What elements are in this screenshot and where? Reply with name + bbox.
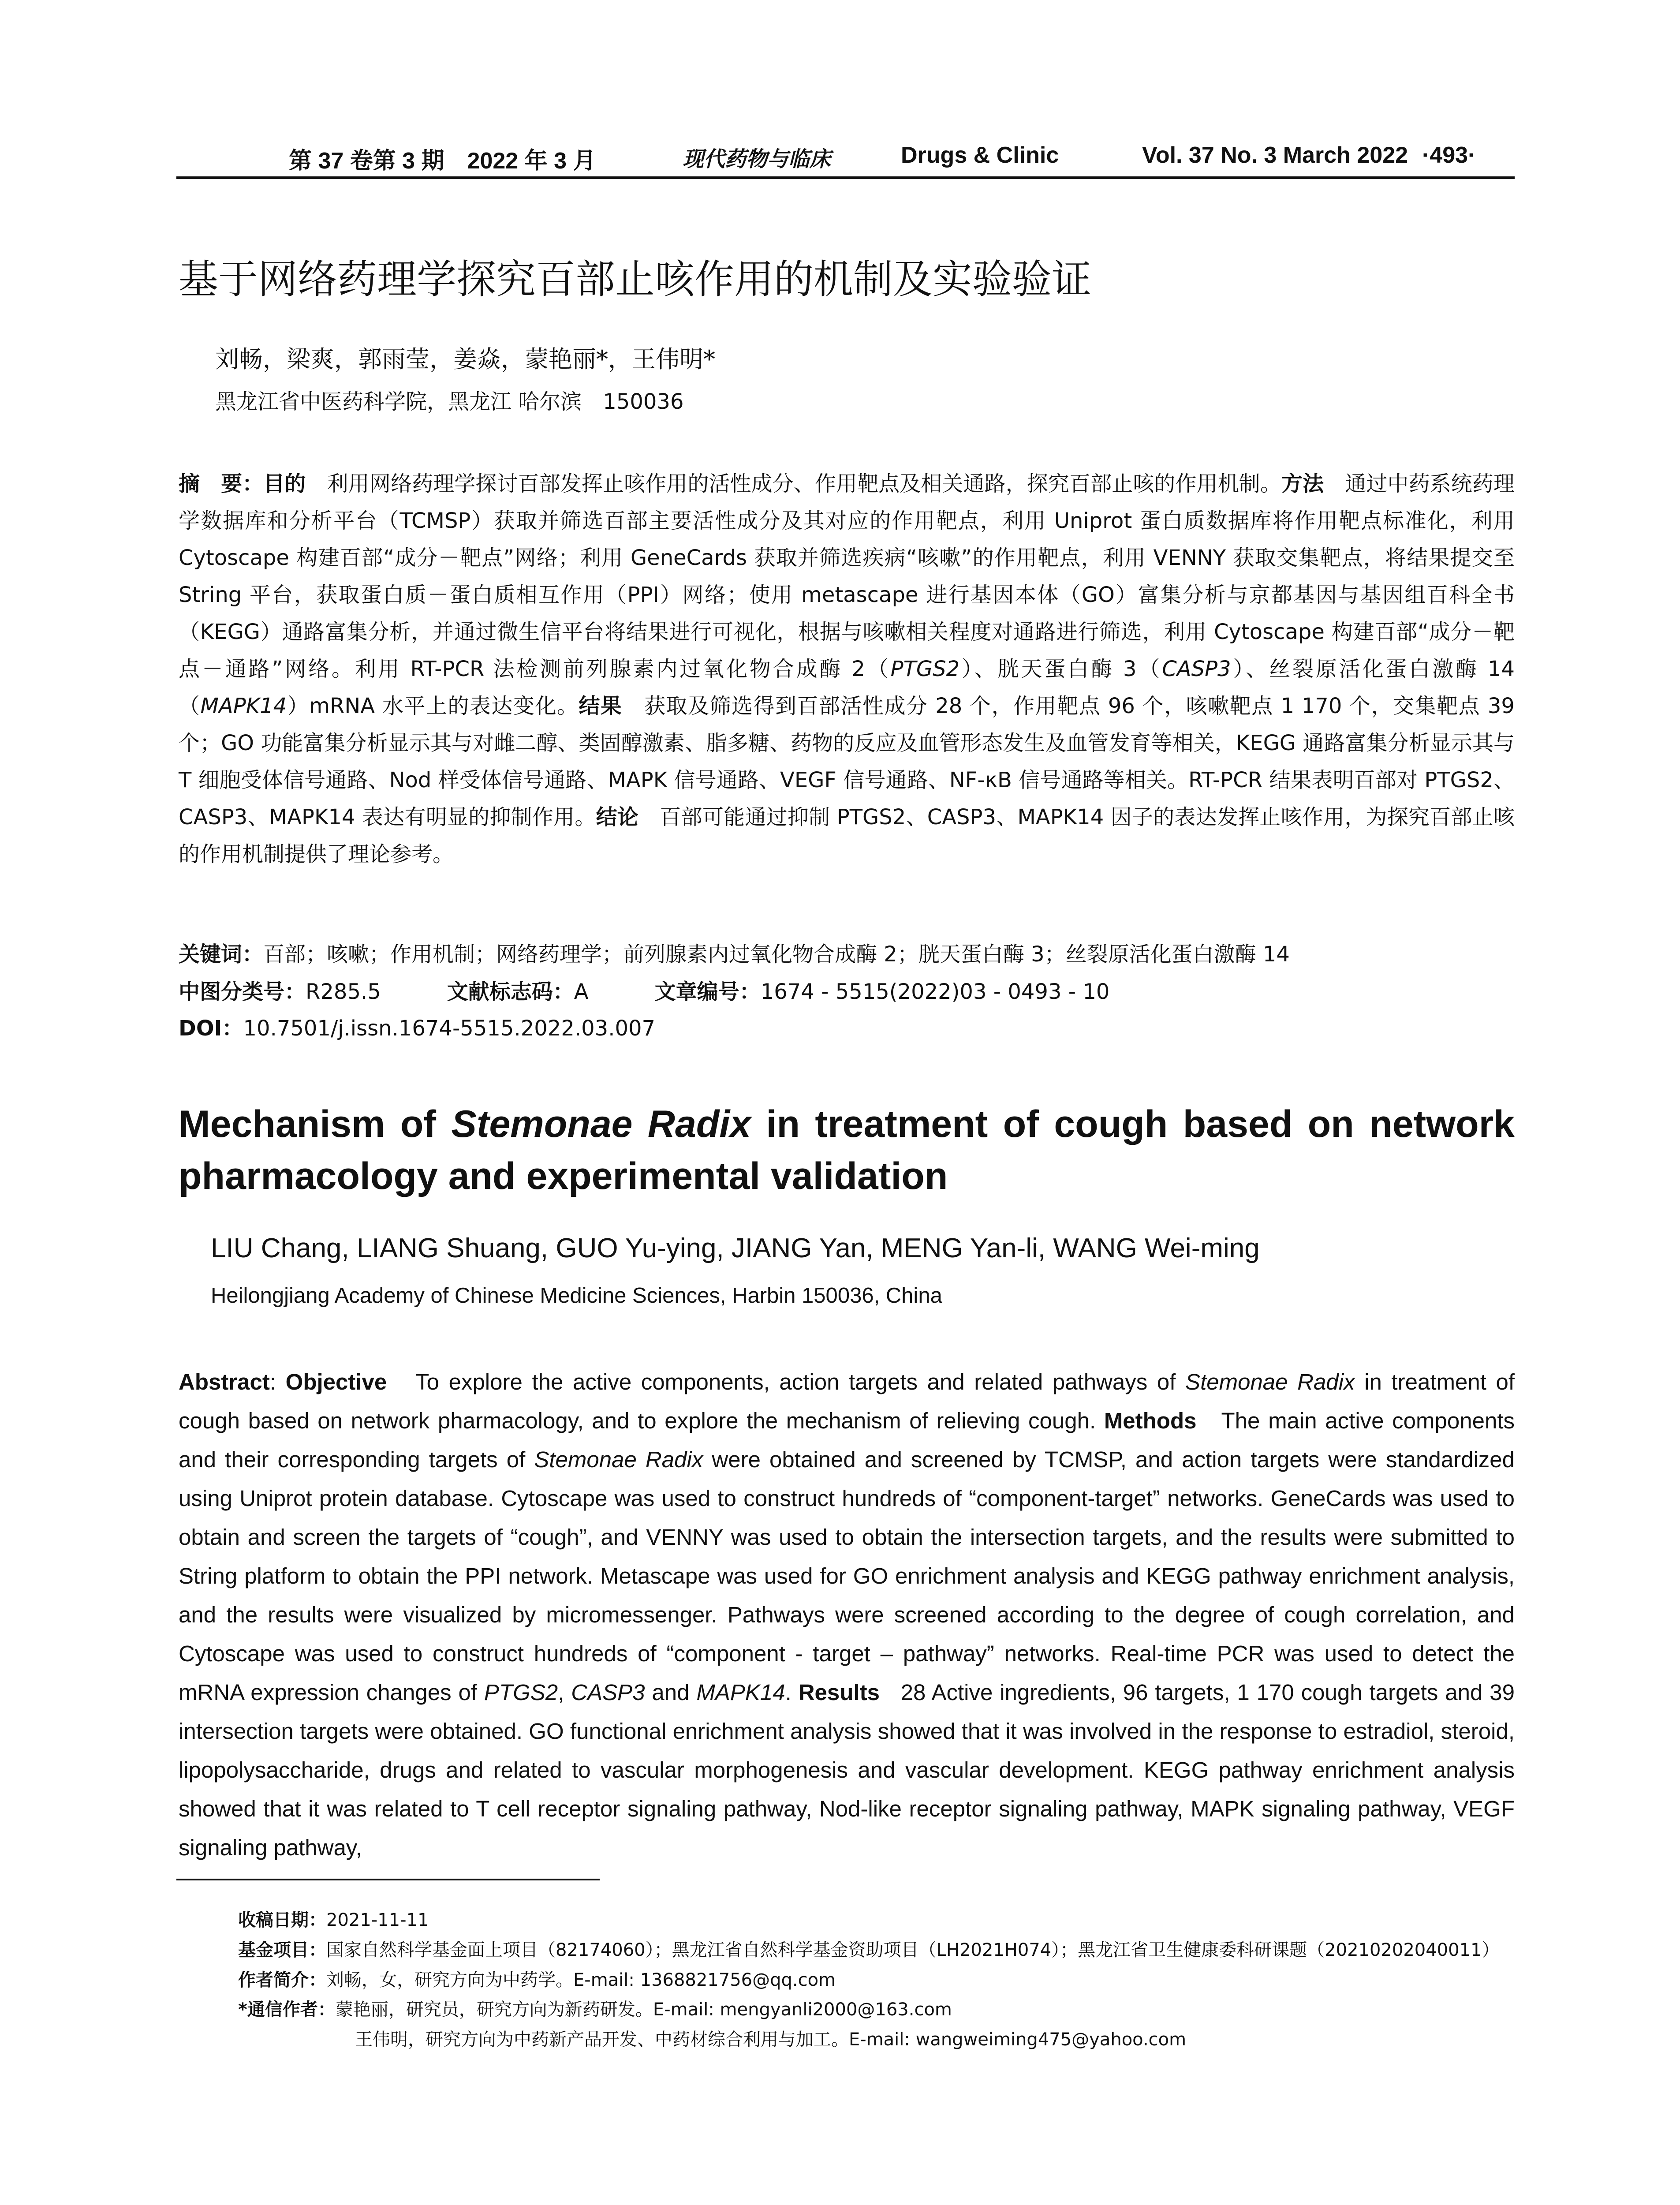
header-volume-en: Vol. 37 No. 3 March 2022 xyxy=(1142,142,1408,168)
article-no-value: 1674 - 5515(2022)03 - 0493 - 10 xyxy=(760,979,1110,1004)
received-label: 收稿日期： xyxy=(238,1910,326,1930)
en-title-part-2: in treatment of cough based on network pharmacology and experimental validation xyxy=(179,1103,1515,1197)
cn-methods-text-2: ）、胱天蛋白酶 3（ xyxy=(959,657,1162,681)
cn-methods-text-4: ）mRNA 水平上的表达变化。 xyxy=(287,694,579,718)
footnote-received xyxy=(238,1906,429,1931)
en-gene-casp3: CASP3 xyxy=(571,1680,645,1705)
en-methods-end: . xyxy=(785,1680,791,1705)
header-rule xyxy=(176,176,1515,179)
corr-label: *通信作者： xyxy=(238,1999,336,2020)
footnote-corresponding-2: 王伟明，研究方向为中药新产品开发、中药材综合利用与加工。E-mail: wangweiming475@yahoo.com xyxy=(355,2029,1187,2050)
footnote-funding xyxy=(238,1936,1499,1961)
en-gene-sep-2: and xyxy=(645,1680,697,1705)
header-issue-cn: 第 37 卷第 3 期 2022 年 3 月 xyxy=(289,148,596,174)
en-methods-text-1: The main active components and their corresponding targets of xyxy=(179,1408,1515,1472)
author-bio-text: 刘畅，女，研究方向为中药学。E-mail: 1368821756@qq.com xyxy=(326,1970,836,1990)
fund-label: 基金项目： xyxy=(238,1940,326,1960)
cn-gene-ptgs2: PTGS2 xyxy=(890,657,960,681)
en-authors: LIU Chang, LIANG Shuang, GUO Yu-ying, JIANG Yan, MENG Yan-li, WANG Wei-ming xyxy=(211,1233,1260,1263)
doc-code-label: 文献标志码： xyxy=(447,979,574,1004)
cn-classification-line xyxy=(179,975,1109,1005)
clc-label: 中图分类号： xyxy=(179,979,306,1004)
cn-conclusion-text: 百部可能通过抑制 PTGS2、CASP3、MAPK14 因子的表达发挥止咳作用，为探究百部止咳的作用机制提供了理论参考。 xyxy=(179,805,1515,867)
cn-keywords-label: 关键词： xyxy=(179,942,264,967)
cn-methods-label: 方法 xyxy=(1281,471,1324,496)
cn-methods-text-3: ）、丝裂原活化蛋白激酶 14（ xyxy=(179,657,1515,718)
footnote-corresponding-1 xyxy=(238,1996,952,2021)
cn-keywords xyxy=(179,937,1290,968)
en-results-label: Results xyxy=(798,1680,880,1705)
cn-objective-label: 目的 xyxy=(263,471,306,496)
doi-line xyxy=(179,1011,655,1042)
received-date: 2021-11-11 xyxy=(326,1910,429,1930)
doi-label: DOI： xyxy=(179,1016,243,1041)
fund-text: 国家自然科学基金面上项目（82174060）；黑龙江省自然科学基金资助项目（LH2021H074）；黑龙江省卫生健康委科研课题（20210202040011） xyxy=(326,1940,1500,1960)
en-abstract-colon: : xyxy=(269,1369,286,1394)
en-gene-mapk14: MAPK14 xyxy=(696,1680,785,1705)
en-title-herb: Stemonae Radix xyxy=(451,1103,751,1145)
doi-value: 10.7501/j.issn.1674-5515.2022.03.007 xyxy=(243,1016,656,1041)
footnote-author-bio xyxy=(238,1966,836,1991)
en-title-part-1: Mechanism of xyxy=(179,1103,452,1145)
en-title xyxy=(179,1098,1515,1202)
header-journal-cn: 现代药物与临床 xyxy=(683,147,831,172)
en-abstract-label: Abstract xyxy=(179,1369,270,1394)
header-journal-en: Drugs & Clinic xyxy=(901,142,1059,168)
en-gene-ptgs2: PTGS2 xyxy=(484,1680,558,1705)
footnote-rule xyxy=(176,1879,600,1880)
cn-gene-casp3: CASP3 xyxy=(1162,657,1231,681)
en-abstract xyxy=(179,1363,1515,1867)
author-bio-label: 作者简介： xyxy=(238,1970,326,1990)
en-objective-text-2: in treatment of cough based on network pharmacology, and to explore the mechanism of relieving cough. xyxy=(179,1369,1515,1433)
cn-authors: 刘畅，梁爽，郭雨莹，姜焱，蒙艳丽*，王伟明* xyxy=(215,345,715,373)
article-no-label: 文章编号： xyxy=(654,979,761,1004)
en-methods-herb: Stemonae Radix xyxy=(534,1447,703,1472)
doc-code-value: A xyxy=(574,979,589,1004)
cn-abstract-label: 摘 要： xyxy=(179,471,264,496)
cn-results-text: 获取及筛选得到百部活性成分 28 个，作用靶点 96 个，咳嗽靶点 1 170 个，交集靶点 39 个；GO 功能富集分析显示其与对雌二醇、类固醇激素、脂多糖、药物的反应及血管形态发生及血管发育等相关，KEGG 通路富集分析显示其与 T 细胞受体信号通路、Nod 样受体信号通路、MAPK 信号通路、VEGF 信号通路、NF-κB 信号通路等相关。RT-PCR 结果表明百部对 PTGS2、CASP3、MAPK14 表达有明显的抑制作用。 xyxy=(179,694,1515,830)
en-methods-label: Methods xyxy=(1104,1408,1197,1433)
en-results-text: 28 Active ingredients, 96 targets, 1 170 cough targets and 39 intersection targets were obtained. GO functional enrichment analysis showed that it was involved in the response to estradiol, steroid, lipopolysaccharide, drugs and related to vascular morphogenesis and vascular development. KEGG pathway enrichment analysis showed that it was related to T cell receptor signaling pathway, Nod-like receptor signaling pathway, MAPK signaling pathway, VEGF signaling pathway, xyxy=(179,1680,1515,1860)
corr-text-1: 蒙艳丽，研究员，研究方向为新药研发。E-mail: mengyanli2000@163.com xyxy=(335,1999,952,2020)
cn-title: 基于网络药理学探究百部止咳作用的机制及实验验证 xyxy=(179,256,1091,303)
cn-abstract xyxy=(179,465,1515,873)
en-gene-sep-1: , xyxy=(558,1680,571,1705)
cn-methods-text-1: 通过中药系统药理学数据库和分析平台（TCMSP）获取并筛选百部主要活性成分及其对应的作用靶点，利用 Uniprot 蛋白质数据库将作用靶点标准化，利用 Cytoscape 构建百部“成分－靶点”网络；利用 GeneCards 获取并筛选疾病“咳嗽”的作用靶点，利用 VENNY 获取交集靶点，将结果提交至 String 平台，获取蛋白质－蛋白质相互作用（PPI）网络；使用 metascape 进行基因本体（GO）富集分析与京都基因与基因组百科全书（KEGG）通路富集分析，并通过微生信平台将结果进行可视化，根据与咳嗽相关程度对通路进行筛选，利用 Cytoscape 构建百部“成分－靶点－通路”网络。利用 RT-PCR 法检测前列腺素内过氧化物合成酶 2（ xyxy=(179,471,1515,681)
en-objective-text-1: To explore the active components, action targets and related pathways of xyxy=(415,1369,1186,1394)
cn-results-label: 结果 xyxy=(579,694,623,718)
cn-conclusion-label: 结论 xyxy=(596,805,639,830)
en-objective-herb: Stemonae Radix xyxy=(1185,1369,1355,1394)
cn-keywords-text: 百部；咳嗽；作用机制；网络药理学；前列腺素内过氧化物合成酶 2；胱天蛋白酶 3；丝裂原活化蛋白激酶 14 xyxy=(263,942,1290,967)
en-methods-text-2: were obtained and screened by TCMSP, and action targets were standardized using Uniprot protein database. Cytoscape was used to construct hundreds of “component-target” networks. GeneCards was used to obtain and screen the targets of “cough”, and VENNY was used to obtain the intersection targets, and the results were submitted to String platform to obtain the PPI network. Metascape was used for GO enrichment analysis and KEGG pathway enrichment analysis, and the results were visualized by micromessenger. Pathways were screened according to the degree of cough correlation, and Cytoscape was used to construct hundreds of “component - target – pathway” networks. Real-time PCR was used to detect the mRNA expression changes of xyxy=(179,1447,1515,1705)
clc-value: R285.5 xyxy=(306,979,381,1004)
header-page-number: ·493· xyxy=(1422,142,1476,168)
en-affiliation: Heilongjiang Academy of Chinese Medicine Sciences, Harbin 150036, China xyxy=(211,1284,942,1308)
cn-gene-mapk14: MAPK14 xyxy=(200,694,287,718)
cn-affiliation: 黑龙江省中医药科学院，黑龙江 哈尔滨 150036 xyxy=(215,389,684,414)
en-objective-label: Objective xyxy=(285,1369,387,1394)
cn-objective-text: 利用网络药理学探讨百部发挥止咳作用的活性成分、作用靶点及相关通路，探究百部止咳的作用机制。 xyxy=(327,471,1281,496)
